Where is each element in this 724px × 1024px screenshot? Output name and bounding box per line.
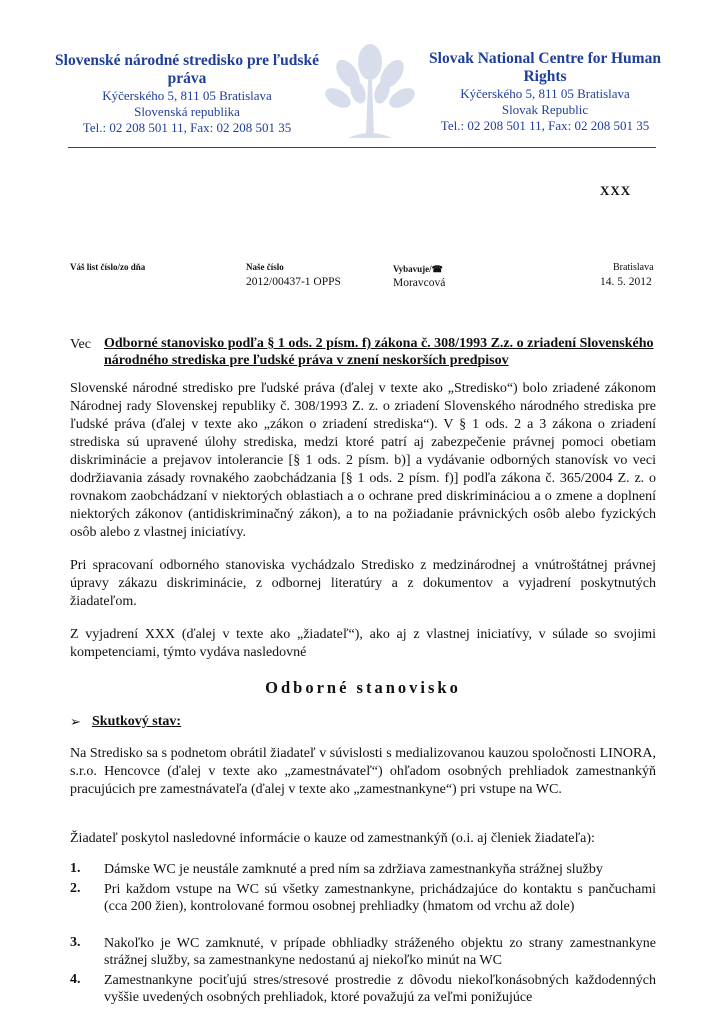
list-item-number: 3. xyxy=(70,935,81,950)
our-ref-value: 2012/00437-1 OPPS xyxy=(246,276,341,288)
handled-value: Moravcová xyxy=(393,277,446,289)
org-name-sk: Slovenské národné stredisko pre ľudské práva xyxy=(55,52,319,87)
org-contact-en: Tel.: 02 208 501 11, Fax: 02 208 501 35 xyxy=(440,118,650,133)
handled-label: Vybavuje/☎ xyxy=(393,264,443,274)
facts-paragraph-2: Žiadateľ poskytol nasledovné informácie o kauze od zamestnankýň (o.i. aj členiek žiadateľa): xyxy=(70,831,595,846)
list-item: Dámske WC je neustále zamknuté a pred ním sa zdržiava zamestnankyňa strážnej služby xyxy=(104,862,603,877)
document-title: Odborné stanovisko xyxy=(265,678,461,697)
list-item: Nakoľko je WC zamknuté, v prípade obhliadky stráženého objektu zo strany zamestnankyne strážnej služby, sa zamestnankyne nedostanú aj niekoľko minút na WC xyxy=(104,936,656,968)
org-country-en: Slovak Republic xyxy=(501,102,589,117)
arrow-bullet-icon: ➢ xyxy=(70,714,81,729)
intro-paragraph-3: Z vyjadrení XXX (ďalej v texte ako „žiadateľ“), ako aj z vlastnej iniciatívy, v súlade so svojimi kompetenciami, týmto vydáva nasledovné xyxy=(70,627,656,660)
section-heading: Skutkový stav: xyxy=(92,714,182,729)
org-address-sk: Kýčerského 5, 811 05 Bratislava xyxy=(102,88,272,103)
place: Bratislava xyxy=(613,262,654,273)
list-item-number: 2. xyxy=(70,881,81,896)
org-name-en: Slovak National Centre for Human Rights xyxy=(429,50,661,85)
intro-paragraph-1: Slovenské národné stredisko pre ľudské práva (ďalej v texte ako „Stredisko“) bolo zriadené zákonom Národnej rady Slovenskej republiky č. 308/1993 Z. z. o zriadení Slovenského národného strediska pre ľudské práva (ďalej v texte ako „zákon o zriadení strediska“). V § 1 ods. 2 a 3 zákona o zriadení strediska sú upravené úlohy strediska, medzi ktoré patrí aj zabezpečenie právnej pomoci obetiam diskriminácie a prejavov intolerancie [§ 1 ods. 2 písm. b)] a vydávanie odborných stanovísk vo veci dodržiavania zásady rovnakého zaobchádzania [§ 1 ods. 2 písm. f)] podľa zákona č. 365/2004 Z. z. o rovnakom zaobchádzaní v niektorých oblastiach a o ochrane pred diskrimináciou a o zmene a doplnení niektorých zákonov (antidiskriminačný zákon), a to na požiadanie právnických osôb alebo fyzických osôb alebo z vlastnej iniciatívy. xyxy=(70,381,656,540)
date: 14. 5. 2012 xyxy=(600,276,652,288)
list-item: Zamestnankyne pociťujú stres/stresové prostredie z dôvodu niekoľkonásobných každodenných vyššie uvedených osobných prehliadok, ktoré považujú za veľmi ponižujúce xyxy=(104,973,656,1005)
header-left-block xyxy=(52,52,322,136)
recipient: XXX xyxy=(600,183,632,198)
list-item-number: 4. xyxy=(70,972,81,987)
subject-text: Odborné stanovisko podľa § 1 ods. 2 písm. f) zákona č. 308/1993 Z.z. o zriadení Slovenského národného strediska pre ľudské práva v znení neskorších predpisov xyxy=(104,336,654,368)
facts-paragraph-1: Na Stredisko sa s podnetom obrátil žiadateľ v súvislosti s medializovanou kauzou spoločnosti LINORA, s.r.o. Hencovce (ďalej v texte ako „zamestnávateľ“) ohľadom osobných prehliadok zamestnankýň pracujúcich pre zamestnávateľa (ďalej v texte ako „zamestnankyne“) pri vstupe na WC. xyxy=(70,746,656,797)
org-contact-sk: Tel.: 02 208 501 11, Fax: 02 208 501 35 xyxy=(82,120,292,135)
subject-label: Vec xyxy=(70,337,91,352)
intro-paragraph-2: Pri spracovaní odborného stanoviska vychádzalo Stredisko z medzinárodnej a vnútroštátnej právnej úpravy zákazu diskriminácie, z odbornej literatúry a z dokumentov a vyjadrení poskytnutých žiadateľom. xyxy=(70,558,656,609)
org-address-en: Kýčerského 5, 811 05 Bratislava xyxy=(460,86,630,101)
list-item: Pri každom vstupe na WC sú všetky zamestnankyne, prichádzajúce do kontaktu s pančuchami (cca 200 žien), kontrolované formou osobnej prehliadky (hmatom od vrchu až dole) xyxy=(104,882,656,914)
header-right-block xyxy=(420,50,670,134)
list-item-number: 1. xyxy=(70,861,81,876)
our-ref-label: Naše číslo xyxy=(246,262,284,272)
your-ref-label: Váš list číslo/zo dňa xyxy=(70,262,146,272)
org-country-sk: Slovenská republika xyxy=(134,104,240,119)
header-divider xyxy=(68,147,656,148)
tree-of-life-logo xyxy=(318,40,422,146)
